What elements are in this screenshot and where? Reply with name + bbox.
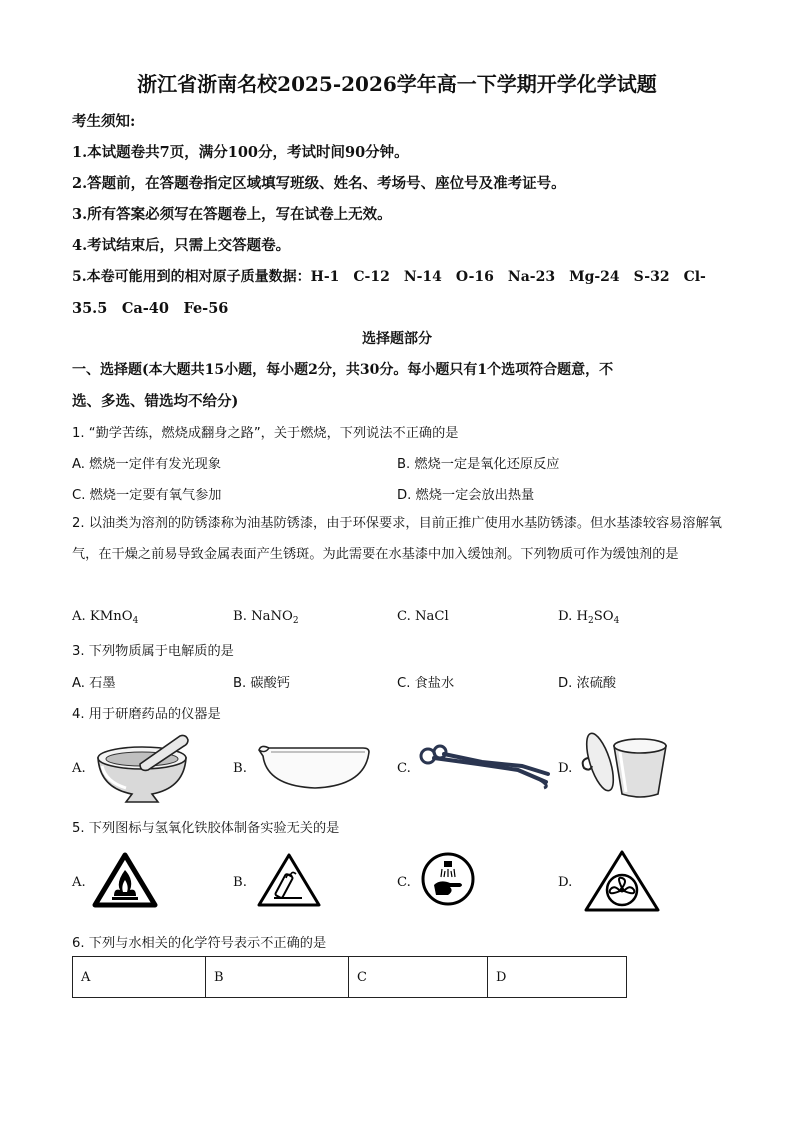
- q4-stem: 4. 用于研磨药品的仪器是: [72, 707, 221, 722]
- part1-heading-line2: 选、多选、错选均不给分): [72, 393, 239, 410]
- q6-cell-b: B: [206, 957, 349, 998]
- ventilation-fan-icon: [582, 848, 662, 914]
- q1-option-a: A. 燃烧一定伴有发光现象: [72, 457, 222, 472]
- q1-stem: 1. “勤学苦练，燃烧成翻身之路”，关于燃烧，下列说法不正确的是: [72, 426, 459, 441]
- q3-option-b: B. 碳酸钙: [233, 676, 290, 691]
- notice-item-4: 4.考试结束后，只需上交答题卷。: [72, 237, 291, 254]
- q1-option-b: B. 燃烧一定是氧化还原反应: [397, 457, 560, 472]
- notice-item-5: 5.本卷可能用到的相对原子质量数据：H-1 C-12 N-14 O-16 Na-23 Mg-24 S-32 Cl-: [72, 269, 706, 285]
- q3-option-c: C. 食盐水: [397, 676, 455, 691]
- q4-option-a-label: A.: [72, 761, 86, 776]
- q2-option-b: B. NaNO$_2$: [233, 609, 299, 626]
- q2-option-c: C. NaCl: [397, 609, 449, 624]
- q6-cell-d: D: [488, 957, 627, 998]
- q2-option-a: A. KMnO$_4$: [72, 609, 139, 626]
- q5-option-d-label: D.: [558, 875, 573, 890]
- notice-heading: 考生须知:: [72, 113, 136, 130]
- q4-option-c-label: C.: [397, 761, 411, 776]
- q1-option-d: D. 燃烧一定会放出热量: [397, 488, 535, 503]
- q5-option-c-label: C.: [397, 875, 411, 890]
- q3-option-d: D. 浓硫酸: [558, 676, 617, 691]
- part1-heading-line1: 一、选择题(本大题共15小题，每小题2分，共30分。每小题只有1个选项符合题意，不: [72, 362, 614, 378]
- q2-stem: 2. 以油类为溶剂的防锈漆称为油基防锈漆，由于环保要求，目前正推广使用水基防锈漆。但水基漆较容易溶解氧气，在干燥之前易导致金属表面产生锈斑。为此需要在水基漆中加入缓蚀剂。下列物质可作为缓蚀剂的是: [72, 516, 722, 562]
- q6-cell-a: A: [73, 957, 206, 998]
- q3-stem: 3. 下列物质属于电解质的是: [72, 644, 234, 659]
- q4-option-d-label: D.: [558, 761, 573, 776]
- notice-item-3: 3.所有答案必须写在答题卷上，写在试卷上无效。: [72, 206, 392, 223]
- q2-option-d: D. $H_2SO_4$: [558, 609, 620, 626]
- mortar-pestle-icon: [92, 730, 196, 805]
- q4-option-b-label: B.: [233, 761, 247, 776]
- page-title: 浙江省浙南名校2025-2026学年高一下学期开学化学试题: [137, 72, 657, 96]
- notice-item-5-cont: 35.5 Ca-40 Fe-56: [72, 300, 229, 317]
- q5-option-b-label: B.: [233, 875, 247, 890]
- wash-hands-icon: [420, 851, 476, 907]
- q6-stem: 6. 下列与水相关的化学符号表示不正确的是: [72, 936, 327, 951]
- q3-option-a: A. 石墨: [72, 676, 116, 691]
- notice-item-2: 2.答题前，在答题卷指定区域填写班级、姓名、考场号、座位号及准考证号。: [72, 175, 566, 192]
- notice-item-1: 1.本试题卷共7页，满分100分，考试时间90分钟。: [72, 144, 409, 161]
- q6-cell-c: C: [349, 957, 488, 998]
- open-flame-warning-icon: [92, 852, 158, 908]
- q6-options-table: [72, 956, 627, 998]
- q5-stem: 5. 下列图标与氢氧化铁胶体制备实验无关的是: [72, 821, 340, 836]
- evaporating-dish-icon: [255, 740, 373, 792]
- table-row: [73, 957, 627, 998]
- q5-option-a-label: A.: [72, 875, 86, 890]
- heating-warning-icon: [256, 852, 322, 908]
- q1-option-c: C. 燃烧一定要有氧气参加: [72, 488, 222, 503]
- crucible-tongs-icon: [418, 742, 554, 790]
- crucible-with-lid-icon: [576, 728, 672, 800]
- section-title: 选择题部分: [362, 331, 432, 347]
